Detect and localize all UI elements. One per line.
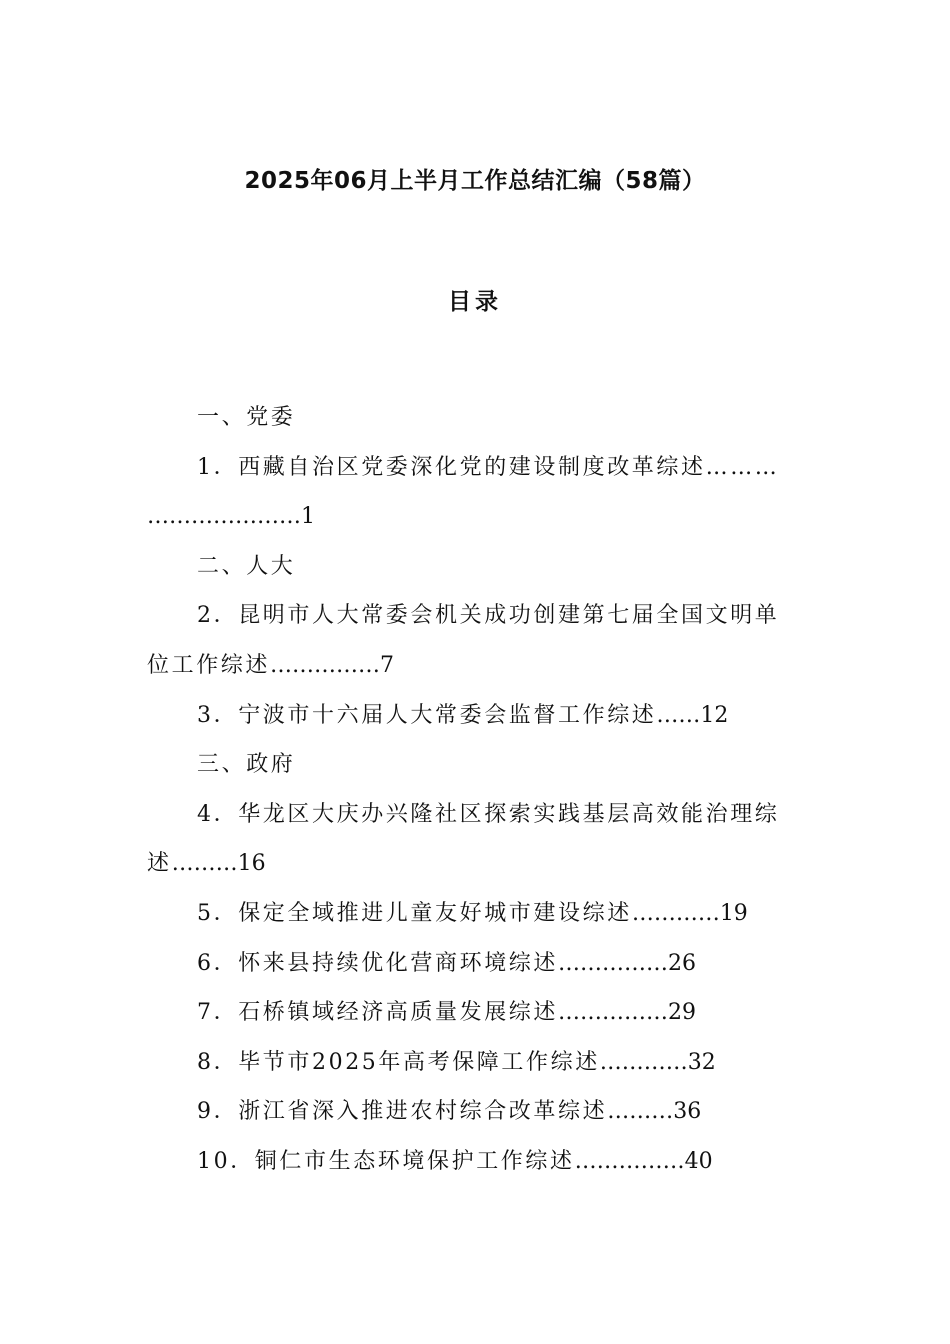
toc-entry-1[interactable]: [147, 443, 807, 493]
toc-entry-number: 9．: [197, 1099, 239, 1125]
section-label-government: 三、政府: [197, 752, 296, 778]
section-label-peoples-congress: 二、人大: [197, 553, 296, 579]
toc-entry-5[interactable]: [147, 889, 807, 939]
toc-entry-dots: ……………: [558, 1000, 669, 1026]
toc-entry-7[interactable]: [147, 988, 807, 1038]
toc-entry-4[interactable]: [147, 790, 807, 840]
toc-entry-1-continuation[interactable]: [147, 492, 807, 542]
toc-entry-title: 保定全域推进儿童友好城市建设综述: [238, 900, 632, 926]
toc-entry-2-continuation[interactable]: [147, 641, 807, 691]
toc-entry-dots: …………: [599, 1049, 688, 1075]
toc-entry-title-continued: 述: [147, 851, 172, 877]
toc-section-label: [147, 542, 807, 592]
document-title: 2025年06月上半月工作总结汇编（58篇）: [244, 168, 706, 194]
toc-entry-page: 40: [684, 1148, 713, 1174]
toc-entry-number: 4．: [197, 801, 239, 827]
toc-entry-dots: ……………: [558, 950, 669, 976]
toc-entry-number: 6．: [197, 950, 239, 976]
toc-entry-dots: ………: [171, 851, 238, 877]
toc-entry-page: 7: [380, 652, 395, 678]
toc-entry-number: 10．: [197, 1148, 255, 1174]
toc-entry-title: 西藏自治区党委深化党的建设制度改革综述………: [238, 454, 780, 480]
toc-entry-page: 12: [700, 702, 729, 728]
toc-entry-page: 16: [237, 851, 266, 877]
toc-entry-page: 1: [301, 504, 315, 530]
toc-entry-dots: ………: [607, 1099, 674, 1125]
toc-entry-10[interactable]: [147, 1137, 807, 1187]
toc-entry-dots: ……: [656, 702, 701, 728]
toc-entry-dots: …………………: [147, 504, 301, 530]
toc-entry-number: 2．: [197, 603, 239, 629]
toc-entry-number: 3．: [197, 702, 239, 728]
toc-entry-9[interactable]: [147, 1087, 807, 1137]
toc-entry-number: 5．: [197, 900, 239, 926]
toc-entry-6[interactable]: [147, 939, 807, 989]
toc-section-label: [147, 740, 807, 790]
toc-entry-4-continuation[interactable]: [147, 839, 807, 889]
toc-entry-title-continued: 位工作综述: [147, 652, 271, 678]
toc-entry-title: 怀来县持续优化营商环境综述: [238, 950, 559, 976]
toc-entry-page: 29: [668, 1000, 697, 1026]
toc-section-label: [147, 393, 807, 443]
toc-entry-3[interactable]: [147, 691, 807, 741]
toc-entry-title: 石桥镇域经济高质量发展综述: [238, 1000, 559, 1026]
toc-entry-page: 36: [673, 1099, 702, 1125]
toc-entry-dots: ……………: [270, 652, 381, 678]
table-of-contents: [147, 393, 807, 1187]
toc-entry-title: 铜仁市生态环境保护工作综述: [254, 1148, 575, 1174]
toc-heading: 目录: [448, 289, 502, 315]
toc-entry-number: 7．: [197, 1000, 239, 1026]
toc-entry-title: 浙江省深入推进农村综合改革综述: [238, 1099, 608, 1125]
toc-entry-8[interactable]: [147, 1038, 807, 1088]
toc-entry-title: 昆明市人大常委会机关成功创建第七届全国文明单: [238, 603, 780, 629]
toc-entry-title: 宁波市十六届人大常委会监督工作综述: [238, 702, 657, 728]
toc-entry-page: 26: [668, 950, 697, 976]
toc-entry-2[interactable]: [147, 591, 807, 641]
toc-entry-number: 1．: [197, 454, 239, 480]
toc-entry-dots: ……………: [574, 1148, 685, 1174]
toc-entry-title: 华龙区大庆办兴隆社区探索实践基层高效能治理综: [238, 801, 780, 827]
section-label-party-committee: 一、党委: [197, 405, 296, 430]
toc-entry-page: 19: [719, 900, 748, 926]
toc-entry-number: 8．: [197, 1049, 239, 1075]
toc-entry-page: 32: [687, 1049, 716, 1075]
toc-entry-title: 毕节市2025年高考保障工作综述: [238, 1049, 600, 1075]
toc-entry-dots: …………: [631, 900, 720, 926]
